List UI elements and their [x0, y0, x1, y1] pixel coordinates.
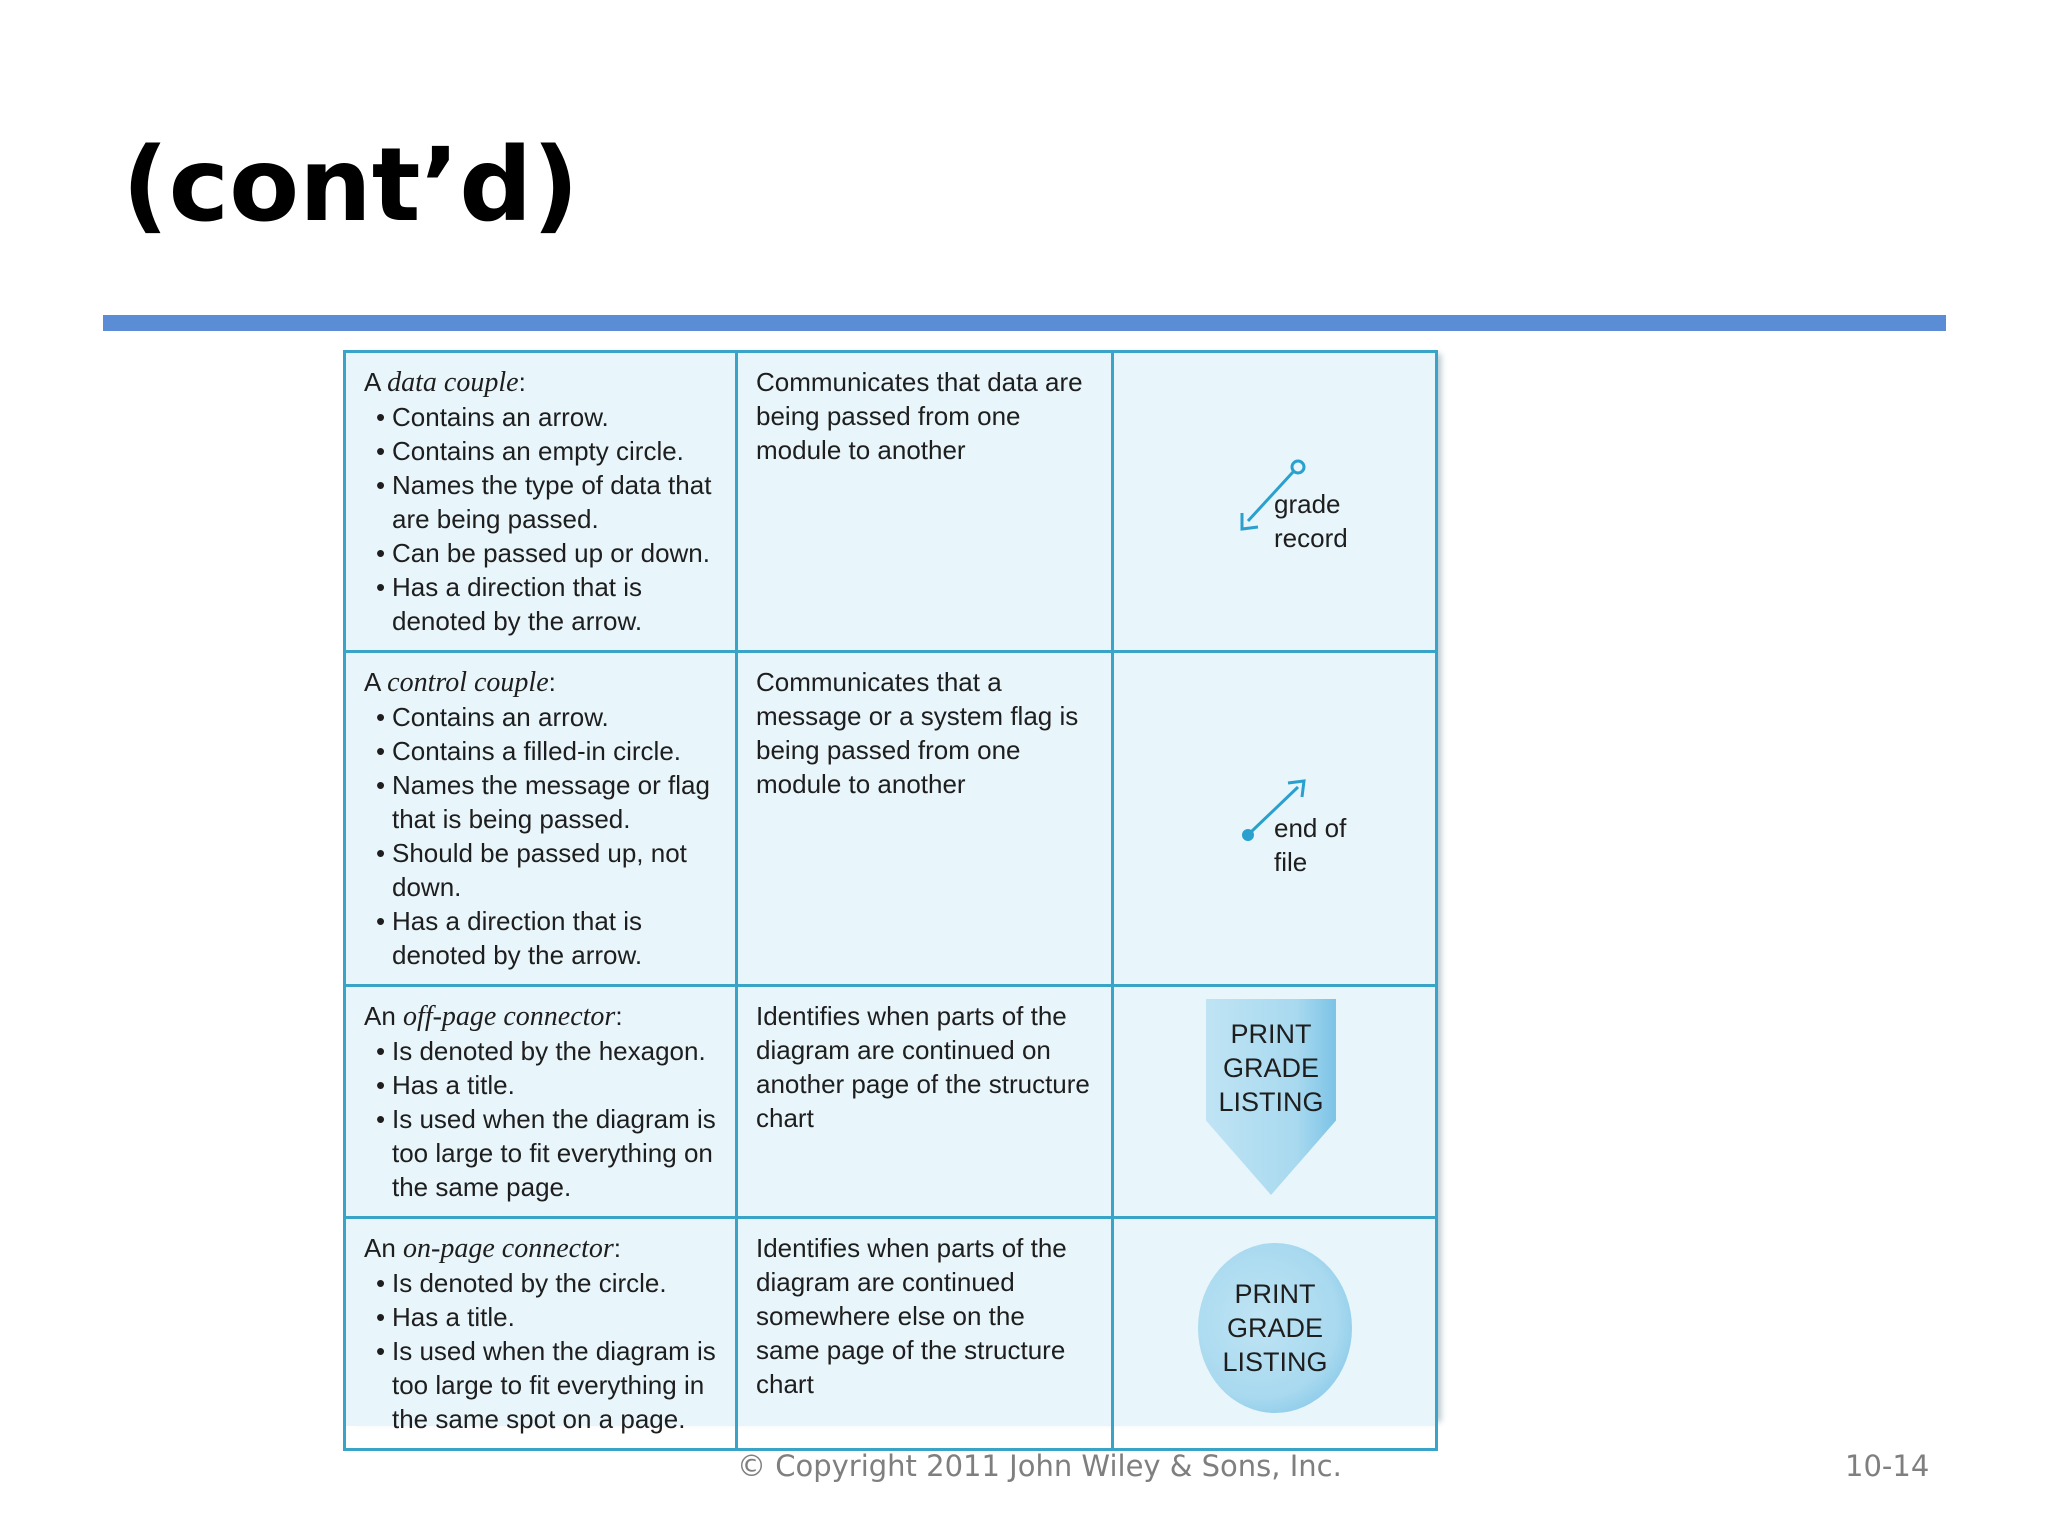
list-item: • Contains an arrow. [392, 700, 717, 734]
table-row [345, 1218, 1437, 1450]
symbol-cell [1113, 652, 1437, 986]
term-colon: : [613, 1233, 621, 1263]
list-item: • Is denoted by the hexagon. [392, 1034, 717, 1068]
page-number: 10-14 [1845, 1449, 1930, 1483]
symbol-label-line: file [1274, 847, 1308, 877]
description-cell: Communicates that a message or a system flag is being passed from one module to another [737, 652, 1113, 986]
table-row [345, 652, 1437, 986]
term-name: on-page connector [403, 1233, 614, 1264]
slide-title: (cont’d) [122, 126, 579, 245]
table-row [345, 986, 1437, 1218]
term-colon: : [615, 1001, 623, 1031]
term-cell [345, 352, 737, 652]
connector-label-line: PRINT [1234, 1279, 1316, 1309]
symbol-label [1274, 811, 1346, 879]
connector-label [1206, 1017, 1336, 1119]
bullet-list [364, 1034, 717, 1204]
list-item: • Contains an empty circle. [392, 434, 717, 468]
list-item: • Contains a filled-in circle. [392, 734, 717, 768]
list-item: • Has a direction that is denoted by the arrow. [392, 570, 717, 638]
bullet-list [364, 1266, 717, 1436]
term-article: A [364, 367, 380, 397]
list-item: • Is denoted by the circle. [392, 1266, 717, 1300]
list-item: • Names the type of data that are being passed. [392, 468, 717, 536]
connector-label-line: GRADE [1226, 1313, 1324, 1343]
list-item: • Has a direction that is denoted by the arrow. [392, 904, 717, 972]
table-row [345, 352, 1437, 652]
list-item: • Is used when the diagram is too large to fit everything on the same page. [392, 1102, 717, 1204]
term-article: A [364, 667, 380, 697]
term-name: off-page connector [403, 1001, 616, 1032]
symbol-label-line: grade [1274, 489, 1341, 519]
term-colon: : [518, 367, 526, 397]
list-item: • Should be passed up, not down. [392, 836, 717, 904]
term-colon: : [548, 667, 556, 697]
list-item: • Can be passed up or down. [392, 536, 717, 570]
connector-label-line: LISTING [1222, 1347, 1328, 1377]
term-article: An [364, 1001, 396, 1031]
bullet-list [364, 400, 717, 638]
connector-label-line: LISTING [1218, 1087, 1324, 1117]
symbol-cell [1113, 1218, 1437, 1450]
symbol-label-line: end of [1274, 813, 1347, 843]
connector-label-line: PRINT [1230, 1019, 1312, 1049]
symbol-label-line: record [1274, 523, 1348, 553]
symbol-label [1274, 487, 1348, 555]
connector-label [1198, 1277, 1352, 1379]
term-name: data couple [387, 367, 519, 398]
term-name: control couple [387, 667, 549, 698]
bullet-list [364, 700, 717, 972]
term-cell [345, 1218, 737, 1450]
title-divider [103, 315, 1946, 331]
copyright-footer: © Copyright 2011 John Wiley & Sons, Inc. [737, 1449, 1342, 1483]
list-item: • Has a title. [392, 1300, 717, 1334]
description-cell: Identifies when parts of the diagram are continued somewhere else on the same page of the structure chart [737, 1218, 1113, 1450]
description-cell: Identifies when parts of the diagram are continued on another page of the structure chart [737, 986, 1113, 1218]
symbol-cell [1113, 352, 1437, 652]
description-cell: Communicates that data are being passed from one module to another [737, 352, 1113, 652]
term-article: An [364, 1233, 396, 1263]
list-item: • Contains an arrow. [392, 400, 717, 434]
term-cell [345, 652, 737, 986]
list-item: • Has a title. [392, 1068, 717, 1102]
list-item: • Names the message or flag that is being passed. [392, 768, 717, 836]
structure-chart-symbols-table [343, 350, 1435, 1434]
symbol-cell [1113, 986, 1437, 1218]
list-item: • Is used when the diagram is too large to fit everything in the same spot on a page. [392, 1334, 717, 1436]
connector-label-line: GRADE [1222, 1053, 1320, 1083]
term-cell [345, 986, 737, 1218]
